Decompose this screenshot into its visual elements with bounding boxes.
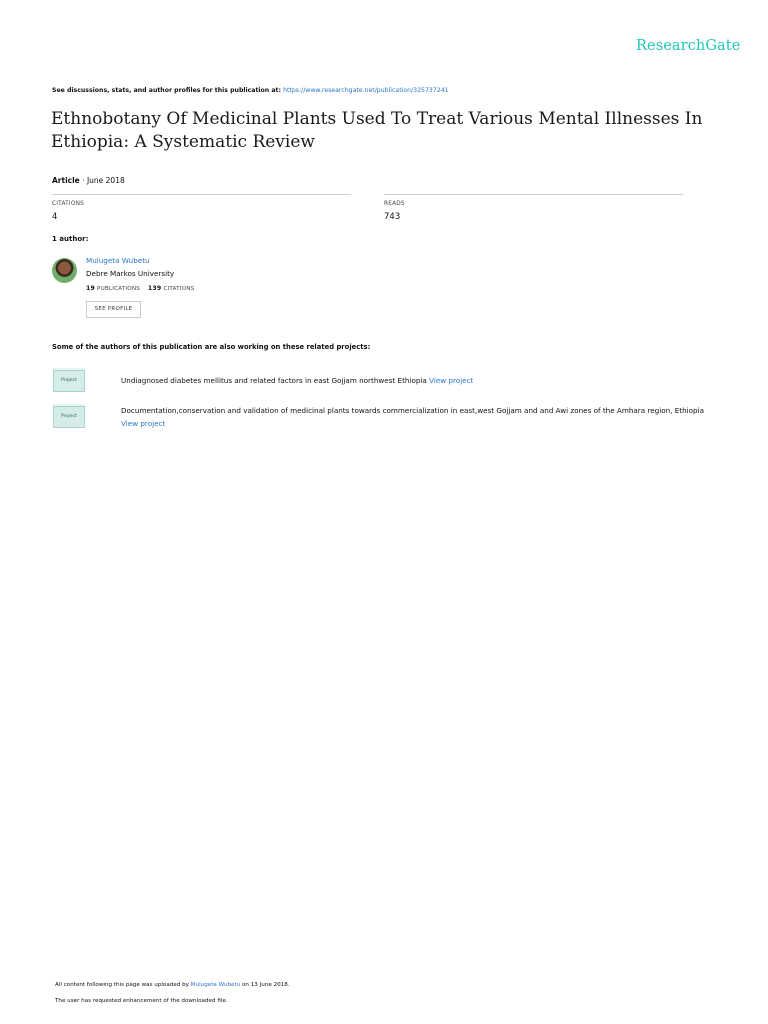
reads-value: 743 xyxy=(384,212,401,222)
researchgate-logo[interactable]: ResearchGate xyxy=(636,38,741,54)
author-publications-count: 19 xyxy=(86,285,96,292)
reads-divider xyxy=(384,194,683,195)
project-title: Undiagnosed diabetes mellitus and related factors in east Gojjam northwest Ethiopia xyxy=(121,376,427,385)
related-projects-heading: Some of the authors of this publication are also working on these related projects: xyxy=(52,343,371,351)
author-stats xyxy=(86,285,194,292)
enhancement-note: The user has requested enhancement of the downloaded file. xyxy=(55,998,228,1004)
paper-title: Ethnobotany Of Medicinal Plants Used To Treat Various Mental Illnesses In Ethiopia: A Systematic Review xyxy=(51,109,703,152)
related-project-item xyxy=(121,374,721,387)
author-name-link[interactable]: Mulugeta Wubetu xyxy=(86,256,150,265)
uploader-link[interactable]: Mulugeta Wubetu xyxy=(190,982,241,988)
citations-value: 4 xyxy=(52,212,58,222)
project-folder-icon[interactable]: Project xyxy=(53,406,85,428)
upload-prefix: All content following this page was uploaded by xyxy=(55,982,189,988)
authors-heading: 1 author: xyxy=(52,235,89,243)
paper-meta xyxy=(52,176,125,185)
see-profile-button[interactable]: SEE PROFILE xyxy=(86,301,141,318)
author-citations-label: CITATIONS xyxy=(163,286,195,292)
view-project-link[interactable]: View project xyxy=(121,419,166,428)
author-citations-count: 139 xyxy=(147,285,162,292)
discussion-intro: See discussions, stats, and author profiles for this publication at: xyxy=(52,87,281,94)
upload-suffix: on 13 June 2018. xyxy=(242,982,290,988)
meta-separator: · xyxy=(82,176,87,185)
author-publications-label: PUBLICATIONS xyxy=(97,286,140,292)
paper-type: Article xyxy=(52,176,80,185)
upload-note xyxy=(55,982,290,988)
author-institution: Debre Markos University xyxy=(86,269,175,278)
discussion-line xyxy=(52,87,449,94)
view-project-link[interactable]: View project xyxy=(429,376,474,385)
project-title: Documentation,conservation and validation of medicinal plants towards commercialization in east,west Gojjam and and Awi zones of the Amhara region, Ethiopia xyxy=(121,406,705,415)
citations-divider xyxy=(52,194,351,195)
related-project-item xyxy=(121,404,721,430)
citations-label: CITATIONS xyxy=(52,201,84,207)
paper-date: June 2018 xyxy=(86,176,125,185)
publication-url-link[interactable]: https://www.researchgate.net/publication/325737241 xyxy=(283,87,449,94)
reads-label: READS xyxy=(384,201,405,207)
author-avatar[interactable] xyxy=(52,258,77,283)
project-folder-icon[interactable]: Project xyxy=(53,370,85,392)
